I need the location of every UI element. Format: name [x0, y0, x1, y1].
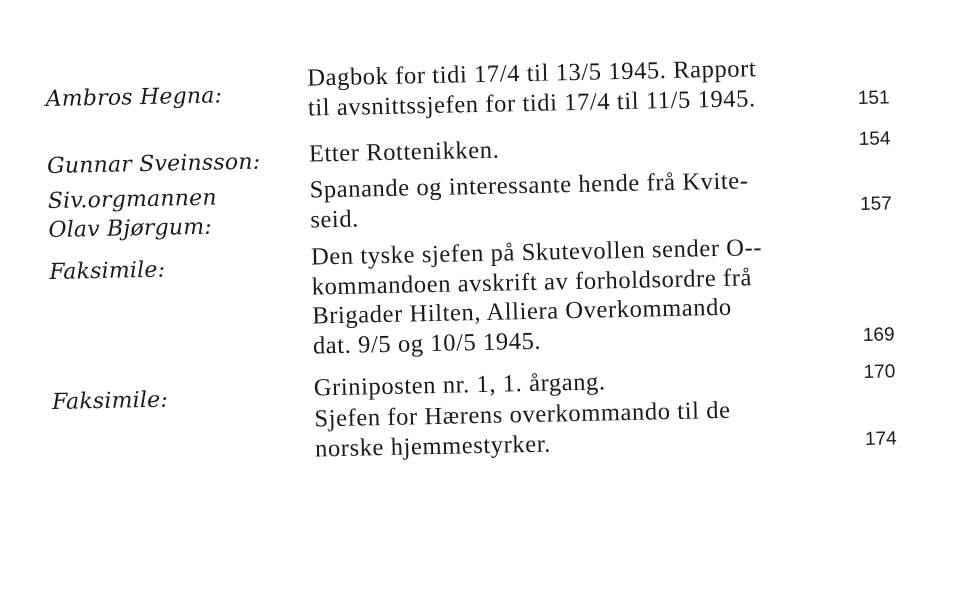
entry-page-number: 151 — [857, 87, 890, 110]
entry-author: Faksimile: — [51, 387, 169, 415]
entry-author: Faksimile: — [49, 257, 166, 286]
entry-title: Dagbok for tidi 17/4 til 13/5 1945. Rapport til avsnittssjefen for tidi 17/4 til 11/5 1945. — [307, 55, 757, 122]
entry-title: Etter Rottenikken. — [308, 136, 500, 168]
entry-title: Den tyske sjefen på Skutevollen sender O-- kommandoen avskrift av forholdsordre frå Brigader Hilten, Alliera Overkommando dat. 9/5 og 10/5 1945. — [310, 234, 763, 360]
entry-page-number: 169 — [862, 324, 895, 346]
entry-author: Ambros Hegna: — [45, 83, 223, 113]
entry-title: Sjefen for Hærens overkommando til de norske hjemmestyrker. — [314, 396, 731, 462]
entry-page-number: 174 — [864, 428, 897, 450]
entry-title: Griniposten nr. 1, 1. årgang. — [313, 368, 606, 402]
entry-page-number: 154 — [858, 128, 891, 151]
entry-page-number: 170 — [863, 361, 896, 383]
entry-page-number: 157 — [859, 193, 892, 216]
entry-title: Spanande og interessante hende frå Kvite- seid. — [309, 167, 749, 234]
toc-entry — [0, 0, 954, 122]
entry-author: Gunnar Sveinsson: — [46, 149, 261, 180]
entry-author: Siv.orgmannen Olav Bjørgum: — [47, 185, 217, 244]
